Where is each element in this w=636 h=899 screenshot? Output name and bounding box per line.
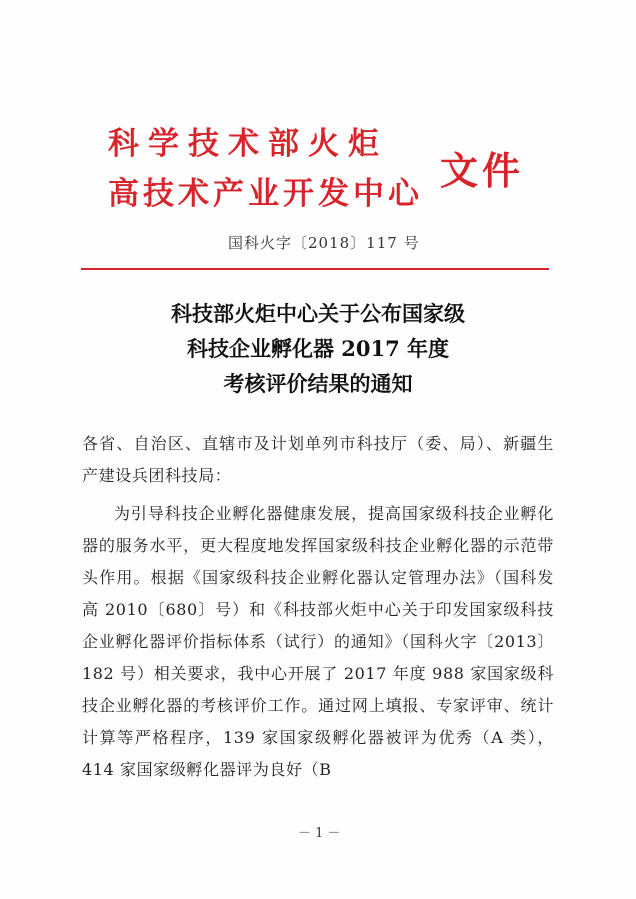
salutation: 各省、自治区、直辖市及计划单列市科技厅（委、局）、新疆生产建设兵团科技局：	[82, 434, 554, 485]
page-number: － 1 －	[298, 826, 341, 841]
body-paragraph: 为引导科技企业孵化器健康发展，提高国家级科技企业孵化器的服务水平，更大程度地发挥国家级科技企业孵化器的示范带头作用。根据《国家级科技企业孵化器认定管理办法》（国科发高 2010〔680〕号）和《科技部火炬中心关于印发国家级科技企业孵化器评价指标体系（试行）的通知》（国科火字〔2013〕182 号）相关要求，我中心开展了 2017 年度 988 家国家级科技企业孵化器的考核评价工作。通过网上填报、专家评审、统计计算等严格程序，139 家国家级孵化器被评为优秀（A 类），414 家国家级孵化器评为良好（B	[82, 504, 554, 779]
title-line-2: 科技企业孵化器 2017 年度	[186, 336, 450, 361]
document-number: 国科火字〔2018〕117 号	[228, 234, 420, 252]
issuer-header	[108, 118, 528, 214]
document-body	[82, 428, 554, 786]
title-line-1: 科技部火炬中心关于公布国家级	[171, 301, 465, 326]
issuer-line-2: 高技术产业开发中心	[108, 176, 423, 212]
red-divider	[81, 268, 549, 270]
issuer-line-1: 科学技术部火炬	[108, 126, 388, 162]
document-title	[70, 296, 566, 401]
issuer-suffix: 文件	[440, 148, 525, 193]
title-line-3: 考核评价结果的通知	[223, 371, 413, 396]
